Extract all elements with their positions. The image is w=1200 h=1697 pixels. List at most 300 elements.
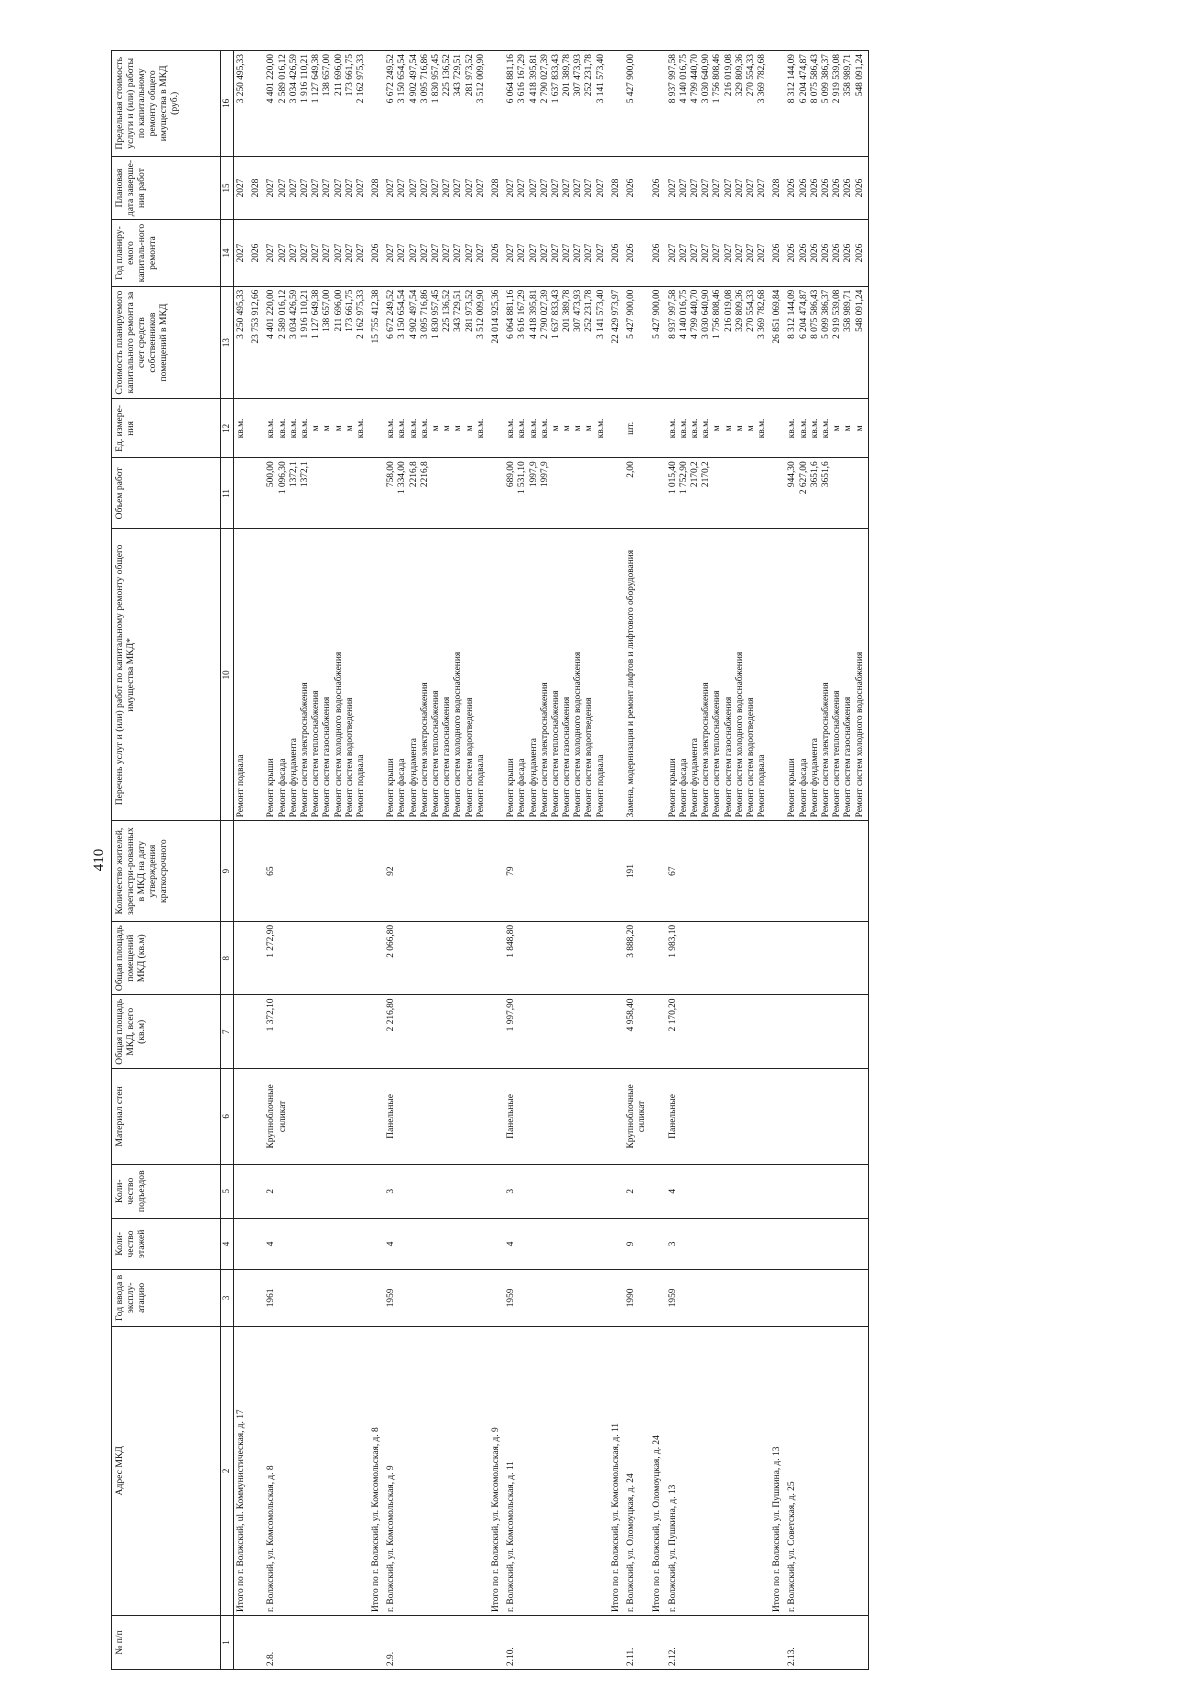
column-number: 1 — [221, 1616, 234, 1670]
table-cell — [770, 286, 785, 399]
work-vol — [334, 461, 345, 525]
header-cell: Стоимость планируемого капитального ремонта за счет средств собственников помещений в МКД — [112, 286, 221, 399]
column-number: 10 — [221, 529, 234, 821]
row-number: 2.13. — [787, 1647, 798, 1666]
table-cell — [384, 51, 489, 157]
work-limit: 8 312 144,09 — [787, 54, 798, 104]
table-cell — [609, 529, 624, 821]
table-cell — [234, 921, 250, 995]
table-cell — [369, 1069, 384, 1165]
work-limit: 4 799 440,70 — [689, 54, 700, 104]
table-cell — [369, 1616, 384, 1670]
row-number — [371, 1619, 382, 1666]
work-name: Ремонт фундамента — [408, 738, 419, 818]
work-cost: 173 661,75 — [344, 289, 355, 332]
table-cell — [609, 1069, 624, 1165]
work-name — [772, 532, 783, 817]
work-unit: кв.м. — [288, 418, 299, 439]
work-cost: 343 729,51 — [453, 289, 464, 332]
work-cost: 2 162 975,33 — [355, 289, 366, 339]
table-cell — [384, 1616, 489, 1670]
work-end: 2027 — [322, 178, 333, 198]
work-limit: 5 099 386,37 — [821, 54, 832, 104]
work-cost: 15 755 412,38 — [371, 289, 382, 344]
work-year: 2027 — [408, 243, 419, 263]
work-unit: м — [550, 425, 561, 432]
work-cost: 2 790 027,39 — [539, 289, 550, 339]
total-row — [234, 51, 250, 1670]
work-unit: кв.м. — [266, 418, 277, 439]
work-year: 2027 — [712, 243, 723, 263]
work-limit: 138 657,00 — [322, 54, 333, 97]
work-name: Ремонт систем электроснабжения — [419, 682, 430, 818]
work-name: Ремонт систем теплоснабжения — [550, 690, 561, 818]
work-limit — [611, 54, 622, 153]
table-cell — [249, 458, 264, 529]
table-cell — [666, 995, 771, 1069]
table-cell — [770, 1270, 785, 1326]
total-row — [770, 51, 785, 1670]
header-cell: Год ввода в эксплу-атацию — [112, 1270, 221, 1326]
table-cell — [234, 156, 250, 220]
table-cell — [249, 156, 264, 220]
header-cell: Год планиру-емого капиталь-ного ремонта — [112, 220, 221, 286]
work-limit — [491, 54, 502, 153]
work-unit: кв.м. — [528, 418, 539, 439]
work-name: Ремонт фундамента — [689, 738, 700, 818]
work-year: 2027 — [333, 243, 344, 263]
work-end: 2027 — [333, 178, 344, 198]
work-limit: 3 095 716,86 — [419, 54, 430, 104]
work-vol: 1997,9 — [528, 461, 539, 488]
work-cost: 1 127 649,38 — [311, 289, 322, 339]
work-vol — [322, 461, 333, 525]
table-cell — [666, 220, 771, 286]
work-vol: 2170,2 — [701, 461, 712, 488]
table-cell — [489, 1164, 504, 1218]
work-unit: м — [832, 425, 843, 432]
page-number: 410 — [91, 848, 107, 872]
table-cell — [369, 921, 384, 995]
building-row — [785, 51, 868, 1670]
table-cell — [489, 458, 504, 529]
work-year: 2026 — [809, 243, 820, 263]
table-cell — [770, 995, 785, 1069]
table-cell — [384, 156, 489, 220]
work-end: 2027 — [550, 178, 561, 198]
work-unit: кв.м. — [355, 418, 366, 439]
table-cell — [609, 1616, 624, 1670]
building-material: Панельные — [506, 1094, 517, 1139]
table-cell — [489, 1218, 504, 1270]
table-cell — [770, 399, 785, 458]
work-name: Ремонт подвала — [355, 754, 366, 818]
address-text: г. Волжский, ул. Оломоуцкая, д. 24 — [626, 1473, 636, 1613]
table-cell — [785, 921, 868, 995]
table-cell — [666, 1069, 771, 1165]
work-name: Ремонт систем газоснабжения — [723, 696, 734, 818]
work-unit: м — [344, 425, 355, 432]
work-end: 2027 — [355, 178, 366, 198]
work-end: 2027 — [453, 178, 464, 198]
table-cell — [609, 399, 624, 458]
work-name: Ремонт систем теплоснабжения — [712, 690, 723, 818]
table-cell — [624, 1218, 650, 1270]
table-cell — [489, 51, 504, 157]
table-cell — [609, 1270, 624, 1326]
address-text: Итого по г. Волжский, ul. Коммунистическая, д. 17 — [236, 1409, 246, 1613]
table-cell — [264, 399, 369, 458]
work-end: 2027 — [431, 178, 441, 198]
work-name: Ремонт фундамента — [528, 738, 539, 818]
work-name: Ремонт систем водоотведения — [344, 697, 355, 818]
header-cell: Коли-чество подъездов — [112, 1164, 221, 1218]
work-vol — [832, 461, 843, 525]
work-year: 2027 — [288, 243, 299, 263]
building-row — [384, 51, 489, 1670]
table-cell — [369, 51, 384, 157]
work-name: Ремонт систем водоотведения — [745, 697, 756, 818]
work-unit: кв.м. — [475, 418, 486, 439]
table-cell — [384, 921, 489, 995]
work-year: 2027 — [277, 243, 288, 263]
work-unit: кв.м. — [787, 418, 798, 439]
work-unit: кв.м. — [689, 418, 700, 439]
column-number: 9 — [221, 821, 234, 922]
work-name: Ремонт систем водоотведения — [584, 697, 595, 818]
table-cell — [650, 1616, 665, 1670]
work-year: 2027 — [550, 243, 561, 263]
work-unit: кв.м. — [595, 418, 606, 439]
table-cell — [666, 1270, 771, 1326]
work-unit: м — [745, 425, 756, 432]
work-unit: кв.м. — [667, 418, 678, 439]
table-cell — [666, 399, 771, 458]
table-cell — [666, 1164, 771, 1218]
table-cell — [489, 529, 504, 821]
work-name: Ремонт систем холодного водоснабжения — [734, 651, 745, 818]
work-cost: 8 312 144,09 — [787, 289, 798, 339]
table-cell — [785, 529, 868, 821]
table-cell — [666, 821, 771, 922]
building-residents: 67 — [667, 866, 678, 876]
work-vol: 1 096,30 — [277, 461, 288, 495]
work-end: 2027 — [311, 178, 322, 198]
work-name: Ремонт крыши — [667, 758, 678, 818]
work-year: 2027 — [678, 243, 689, 263]
work-unit: м — [464, 425, 475, 432]
work-name: Ремонт фасада — [397, 758, 408, 818]
table-cell — [624, 1270, 650, 1326]
table-cell — [666, 286, 771, 399]
table-cell — [504, 286, 609, 399]
table-cell — [369, 1218, 384, 1270]
address-text: Итого по г. Волжский, ул. Пушкина, д. 13 — [772, 1446, 783, 1613]
work-year: 2027 — [723, 243, 734, 263]
work-cost: 138 657,00 — [322, 289, 333, 332]
work-unit: м — [311, 425, 322, 432]
table-cell — [234, 286, 250, 399]
building-row — [624, 51, 650, 1670]
work-unit — [772, 402, 783, 454]
work-name: Ремонт систем холодного водоснабжения — [453, 651, 464, 818]
table-cell — [785, 286, 868, 399]
table-cell — [785, 51, 868, 157]
work-unit: м — [431, 425, 441, 432]
column-number: 11 — [221, 458, 234, 529]
table-cell — [666, 1218, 771, 1270]
row-number: 2.9. — [386, 1651, 397, 1666]
work-cost: 2 919 539,08 — [832, 289, 843, 339]
work-cost: 270 554,33 — [745, 289, 756, 332]
work-vol — [442, 461, 453, 525]
table-cell — [650, 156, 665, 220]
table-cell — [666, 1326, 771, 1615]
work-limit: 216 019,08 — [723, 54, 734, 97]
table-cell — [369, 1270, 384, 1326]
building-material: Крупноблочные силикат — [626, 1084, 648, 1149]
table-cell — [609, 286, 624, 399]
work-vol: 1372,1 — [299, 461, 310, 488]
table-cell — [785, 1164, 868, 1218]
work-limit: 211 696,00 — [333, 54, 344, 96]
header-cell: Предельная стоимость услуги и (или) работы по капитальному ремонту общего имущества в МКД (руб.) — [112, 51, 221, 157]
table-cell — [369, 529, 384, 821]
work-end: 2027 — [584, 178, 595, 198]
work-name: Ремонт систем холодного водоснабжения — [854, 651, 865, 818]
work-year: 2027 — [311, 243, 322, 263]
table-cell — [369, 399, 384, 458]
column-number: 14 — [221, 220, 234, 286]
table-cell — [624, 821, 650, 922]
work-unit: кв.м. — [798, 418, 809, 439]
work-unit: кв.м. — [299, 418, 310, 439]
work-cost: 1 637 833,43 — [550, 289, 561, 339]
table-cell — [489, 286, 504, 399]
table-cell — [489, 995, 504, 1069]
address-text: г. Волжский, ул. Комсомольская, д. 11 — [506, 1461, 517, 1613]
work-end: 2027 — [236, 178, 246, 198]
address-text: г. Волжский, ул. Пушкина, д. 13 — [667, 1484, 678, 1613]
header-cell: Объем работ — [112, 458, 221, 529]
work-end: 2027 — [573, 178, 584, 198]
table-cell — [384, 995, 489, 1069]
table-body — [234, 51, 869, 1670]
table-cell — [666, 458, 771, 529]
work-end: 2026 — [832, 178, 843, 198]
work-year: 2027 — [584, 243, 595, 263]
work-unit: м — [453, 425, 464, 432]
table-cell — [489, 156, 504, 220]
work-year: 2026 — [854, 243, 865, 263]
work-name: Ремонт систем теплоснабжения — [311, 690, 322, 818]
work-vol: 1997,9 — [539, 461, 550, 488]
table-cell — [234, 821, 250, 922]
table-cell — [249, 399, 264, 458]
work-cost: 3 369 782,68 — [757, 289, 768, 339]
work-unit: м — [322, 425, 333, 432]
table-cell — [650, 821, 665, 922]
table-cell — [249, 1069, 264, 1165]
work-cost: 4 799 440,70 — [689, 289, 700, 339]
building-year: 1961 — [266, 1288, 277, 1308]
work-cost: 4 902 497,54 — [408, 289, 419, 339]
building-floors: 9 — [626, 1241, 636, 1247]
building-floors: 4 — [386, 1241, 397, 1247]
work-end: 2027 — [442, 178, 453, 198]
table-cell — [504, 1069, 609, 1165]
table-cell — [504, 1164, 609, 1218]
table-cell — [770, 821, 785, 922]
work-vol: 2216,8 — [419, 461, 430, 488]
work-cost: 4 140 016,75 — [678, 289, 689, 339]
table-cell — [666, 51, 771, 157]
work-end: 2028 — [371, 178, 382, 198]
work-cost: 358 989,71 — [843, 289, 854, 332]
table-cell — [234, 399, 250, 458]
table-cell — [609, 51, 624, 157]
table-cell — [369, 1164, 384, 1218]
row-number — [772, 1619, 783, 1666]
table-cell — [504, 821, 609, 922]
work-unit: кв.м. — [757, 418, 768, 439]
work-limit: 1 756 808,46 — [712, 54, 723, 104]
building-material: Панельные — [386, 1094, 397, 1139]
column-number: 16 — [221, 51, 234, 157]
work-vol — [584, 461, 595, 525]
work-limit: 1 830 957,45 — [431, 54, 441, 104]
table-cell — [249, 921, 264, 995]
work-end: 2027 — [464, 178, 475, 198]
work-year: 2027 — [757, 243, 768, 263]
work-limit: 252 231,78 — [584, 54, 595, 97]
work-year: 2027 — [299, 243, 310, 263]
table-cell — [234, 529, 250, 821]
building-floors: 4 — [266, 1241, 277, 1247]
work-cost: 1 916 110,21 — [299, 289, 310, 339]
table-cell — [234, 458, 250, 529]
table-cell — [384, 220, 489, 286]
work-end: 2027 — [299, 178, 310, 198]
work-vol: 1 334,00 — [397, 461, 408, 495]
work-limit: 3 369 782,68 — [757, 54, 768, 104]
table-cell — [249, 51, 264, 157]
work-cost: 24 014 925,36 — [490, 289, 501, 344]
work-vol — [551, 461, 562, 525]
work-limit: 270 554,33 — [745, 54, 756, 97]
table-cell — [504, 1218, 609, 1270]
table-cell — [624, 1069, 650, 1165]
header-cell: Коли-чество этажей — [112, 1218, 221, 1270]
work-year: 2026 — [610, 243, 621, 263]
work-cost: 1 830 957,45 — [431, 289, 441, 339]
work-vol — [735, 461, 746, 525]
building-total_area: 1 372,10 — [266, 998, 277, 1032]
work-end: 2027 — [288, 178, 299, 198]
table-cell — [384, 821, 489, 922]
work-year: 2026 — [490, 243, 501, 263]
work-limit: 3 616 167,29 — [517, 54, 528, 104]
building-material: Крупноблочные силикат — [266, 1084, 288, 1149]
work-year: 2027 — [453, 243, 464, 263]
table-cell — [384, 286, 489, 399]
work-end: 2027 — [757, 178, 768, 198]
work-end: 2026 — [626, 178, 636, 198]
table-cell — [249, 1326, 264, 1615]
work-end: 2027 — [734, 178, 745, 198]
work-year: 2026 — [652, 243, 663, 263]
table-cell — [650, 399, 665, 458]
work-cost: 548 091,24 — [854, 289, 865, 332]
work-cost: 6 064 881,16 — [506, 289, 517, 339]
table-cell — [369, 458, 384, 529]
table-cell — [504, 921, 609, 995]
table-cell — [650, 458, 665, 529]
work-limit: 3 030 640,90 — [701, 54, 712, 104]
work-limit — [772, 54, 783, 153]
work-limit: 8 937 997,58 — [667, 54, 678, 104]
work-end: 2026 — [798, 178, 809, 198]
table-cell — [264, 921, 369, 995]
header-cell: Адрес МКД — [112, 1326, 221, 1615]
table-cell — [770, 156, 785, 220]
work-vol: 2216,8 — [408, 461, 419, 488]
work-vol — [724, 461, 735, 525]
table-cell — [369, 220, 384, 286]
work-unit: м — [843, 425, 854, 432]
work-limit: 6 064 881,16 — [506, 54, 517, 104]
table-cell — [504, 458, 609, 529]
address-text: г. Волжский, ул. Комсомольская, д. 8 — [266, 1465, 277, 1613]
building-rooms_area: 3 888,20 — [626, 924, 636, 958]
table-cell — [384, 529, 489, 821]
work-end: 2027 — [419, 178, 430, 198]
table-cell — [785, 1069, 868, 1165]
work-limit: 225 136,52 — [442, 54, 453, 97]
table-cell — [234, 1616, 250, 1670]
work-end: 2027 — [506, 178, 517, 198]
table-cell — [264, 1616, 369, 1670]
work-vol — [855, 461, 866, 525]
work-name: Ремонт подвала — [236, 754, 246, 818]
column-number: 8 — [221, 921, 234, 995]
column-number: 5 — [221, 1164, 234, 1218]
work-end: 2027 — [266, 178, 277, 198]
work-end: 2028 — [610, 178, 621, 198]
table-cell — [384, 399, 489, 458]
work-name — [611, 532, 622, 817]
work-name — [491, 532, 502, 817]
table-cell — [650, 995, 665, 1069]
table-cell — [264, 1218, 369, 1270]
work-unit: м — [442, 425, 453, 432]
table-cell — [504, 995, 609, 1069]
work-unit: м — [723, 425, 734, 432]
work-name — [371, 532, 382, 817]
table-cell — [384, 1326, 489, 1615]
table-cell — [624, 529, 650, 821]
row-number: 2.10. — [506, 1647, 517, 1666]
work-unit: кв.м. — [539, 418, 550, 439]
column-number: 13 — [221, 286, 234, 399]
work-vol — [476, 461, 487, 525]
table-cell — [785, 1326, 868, 1615]
table-cell — [489, 1616, 504, 1670]
table-cell — [770, 51, 785, 157]
work-cost: 201 389,78 — [562, 289, 573, 332]
work-end: 2027 — [386, 178, 397, 198]
table-cell — [384, 1270, 489, 1326]
